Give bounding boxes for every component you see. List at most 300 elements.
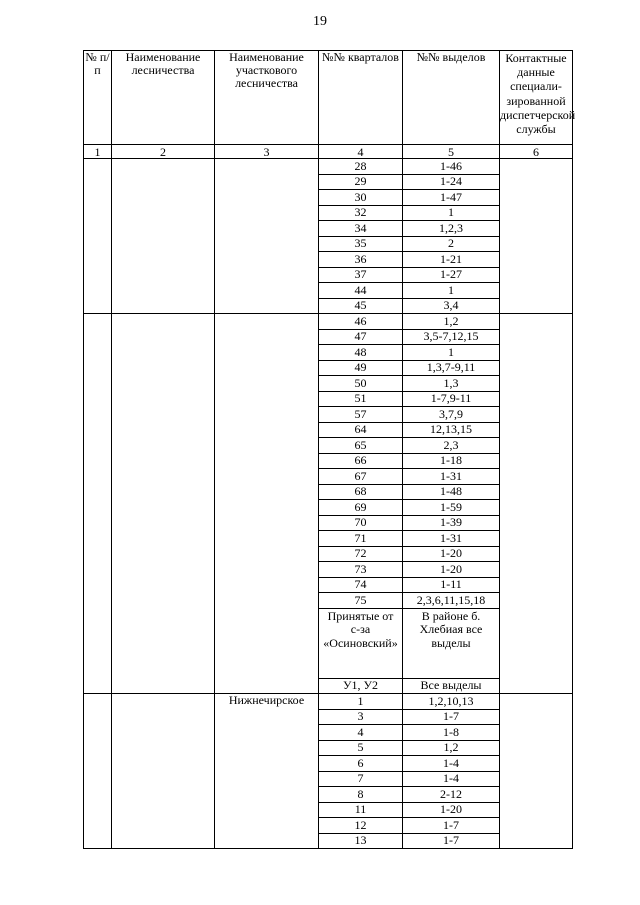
quarter-cell: 67 bbox=[319, 469, 403, 485]
forestry-name-cell bbox=[112, 469, 215, 485]
section-cell: 2,3,6,11,15,18 bbox=[403, 593, 500, 609]
forestry-name-cell bbox=[112, 546, 215, 562]
quarter-cell: 6 bbox=[319, 756, 403, 772]
section-cell: 12,13,15 bbox=[403, 422, 500, 438]
header-forestry-name: Наименование лесничества bbox=[112, 51, 215, 145]
contact-cell bbox=[500, 802, 573, 818]
district-forestry-cell bbox=[215, 283, 319, 299]
contact-cell bbox=[500, 205, 573, 221]
forestry-name-cell bbox=[112, 562, 215, 578]
forestry-name-cell bbox=[112, 531, 215, 547]
number-cell bbox=[84, 756, 112, 772]
contact-cell bbox=[500, 329, 573, 345]
contact-cell bbox=[500, 360, 573, 376]
number-cell bbox=[84, 407, 112, 423]
forestry-name-cell bbox=[112, 756, 215, 772]
contact-cell bbox=[500, 740, 573, 756]
section-cell: 1-20 bbox=[403, 802, 500, 818]
table-row bbox=[84, 740, 573, 756]
section-cell: 1-24 bbox=[403, 174, 500, 190]
table-row bbox=[84, 515, 573, 531]
table-row bbox=[84, 190, 573, 206]
quarter-cell: 75 bbox=[319, 593, 403, 609]
section-cell: 1-39 bbox=[403, 515, 500, 531]
forestry-name-cell bbox=[112, 376, 215, 392]
contact-cell bbox=[500, 694, 573, 710]
quarter-cell: 57 bbox=[319, 407, 403, 423]
forestry-name-cell bbox=[112, 484, 215, 500]
district-forestry-cell bbox=[215, 515, 319, 531]
forestry-name-cell bbox=[112, 818, 215, 834]
quarter-cell: 72 bbox=[319, 546, 403, 562]
quarter-cell: 34 bbox=[319, 221, 403, 237]
forestry-name-cell bbox=[112, 802, 215, 818]
table-row bbox=[84, 756, 573, 772]
district-forestry-cell bbox=[215, 678, 319, 694]
forestry-name-cell bbox=[112, 453, 215, 469]
district-forestry-cell bbox=[215, 252, 319, 268]
district-forestry-cell bbox=[215, 608, 319, 678]
table-row bbox=[84, 694, 573, 710]
quarter-cell: 44 bbox=[319, 283, 403, 299]
district-forestry-cell: Нижнечирское bbox=[215, 694, 319, 710]
table-row bbox=[84, 345, 573, 361]
table-row bbox=[84, 484, 573, 500]
table-row bbox=[84, 391, 573, 407]
district-forestry-cell bbox=[215, 484, 319, 500]
section-cell: 1 bbox=[403, 345, 500, 361]
district-forestry-cell bbox=[215, 531, 319, 547]
table-body bbox=[84, 159, 573, 849]
number-cell bbox=[84, 562, 112, 578]
district-forestry-cell bbox=[215, 833, 319, 849]
contact-cell bbox=[500, 771, 573, 787]
section-cell: Все выделы bbox=[403, 678, 500, 694]
forestry-name-cell bbox=[112, 283, 215, 299]
forestry-name-cell bbox=[112, 190, 215, 206]
number-cell bbox=[84, 833, 112, 849]
district-forestry-cell bbox=[215, 221, 319, 237]
section-cell: 1,2,3 bbox=[403, 221, 500, 237]
number-cell bbox=[84, 802, 112, 818]
district-forestry-cell bbox=[215, 771, 319, 787]
quarter-cell: 68 bbox=[319, 484, 403, 500]
district-forestry-cell bbox=[215, 453, 319, 469]
table-row bbox=[84, 787, 573, 803]
contact-cell bbox=[500, 453, 573, 469]
forestry-name-cell bbox=[112, 608, 215, 678]
number-cell bbox=[84, 174, 112, 190]
number-cell bbox=[84, 469, 112, 485]
table-row bbox=[84, 376, 573, 392]
forestry-name-cell bbox=[112, 345, 215, 361]
table-row bbox=[84, 725, 573, 741]
quarter-cell: 35 bbox=[319, 236, 403, 252]
contact-cell bbox=[500, 593, 573, 609]
forestry-name-cell bbox=[112, 593, 215, 609]
forestry-name-cell bbox=[112, 174, 215, 190]
table-row bbox=[84, 608, 573, 678]
district-forestry-cell bbox=[215, 438, 319, 454]
contact-cell bbox=[500, 159, 573, 175]
table-row bbox=[84, 252, 573, 268]
forestry-name-cell bbox=[112, 407, 215, 423]
quarter-cell: 51 bbox=[319, 391, 403, 407]
number-cell bbox=[84, 484, 112, 500]
contact-cell bbox=[500, 221, 573, 237]
district-forestry-cell bbox=[215, 314, 319, 330]
quarter-cell: 28 bbox=[319, 159, 403, 175]
header-district-forestry-name: Наименование участкового лесничества bbox=[215, 51, 319, 145]
quarter-cell: 5 bbox=[319, 740, 403, 756]
section-cell: 1,2 bbox=[403, 740, 500, 756]
contact-cell bbox=[500, 236, 573, 252]
section-cell: 1-7 bbox=[403, 833, 500, 849]
quarter-cell: 65 bbox=[319, 438, 403, 454]
table-row bbox=[84, 771, 573, 787]
number-cell bbox=[84, 236, 112, 252]
number-cell bbox=[84, 190, 112, 206]
forestry-name-cell bbox=[112, 709, 215, 725]
contact-cell bbox=[500, 818, 573, 834]
table-row bbox=[84, 709, 573, 725]
section-cell: 1-31 bbox=[403, 531, 500, 547]
section-cell: 1,2 bbox=[403, 314, 500, 330]
number-cell bbox=[84, 546, 112, 562]
forestry-name-cell bbox=[112, 694, 215, 710]
quarter-cell: 46 bbox=[319, 314, 403, 330]
contact-cell bbox=[500, 174, 573, 190]
number-cell bbox=[84, 360, 112, 376]
quarter-cell: 74 bbox=[319, 577, 403, 593]
table-row bbox=[84, 283, 573, 299]
section-cell: 1,2,10,13 bbox=[403, 694, 500, 710]
contact-cell bbox=[500, 407, 573, 423]
number-cell bbox=[84, 771, 112, 787]
quarter-cell: 49 bbox=[319, 360, 403, 376]
forestry-name-cell bbox=[112, 422, 215, 438]
forestry-name-cell bbox=[112, 267, 215, 283]
contact-cell bbox=[500, 252, 573, 268]
table-row bbox=[84, 422, 573, 438]
section-cell: 2,3 bbox=[403, 438, 500, 454]
page-number: 19 bbox=[313, 14, 327, 29]
section-cell: 2-12 bbox=[403, 787, 500, 803]
district-forestry-cell bbox=[215, 422, 319, 438]
table-row bbox=[84, 562, 573, 578]
district-forestry-cell bbox=[215, 159, 319, 175]
column-number: 3 bbox=[215, 145, 319, 159]
contact-cell bbox=[500, 756, 573, 772]
contact-cell bbox=[500, 678, 573, 694]
section-cell: 1-20 bbox=[403, 546, 500, 562]
section-cell: 1-4 bbox=[403, 771, 500, 787]
table-row bbox=[84, 833, 573, 849]
district-forestry-cell bbox=[215, 267, 319, 283]
section-cell: 3,5-7,12,15 bbox=[403, 329, 500, 345]
quarter-cell: 8 bbox=[319, 787, 403, 803]
number-cell bbox=[84, 329, 112, 345]
table-row bbox=[84, 267, 573, 283]
forestry-name-cell bbox=[112, 221, 215, 237]
contact-cell bbox=[500, 345, 573, 361]
header-contact-data: Контактные данные специали-зированной диспетчерской службы bbox=[500, 51, 573, 145]
district-forestry-cell bbox=[215, 205, 319, 221]
number-cell bbox=[84, 376, 112, 392]
quarter-cell: 13 bbox=[319, 833, 403, 849]
section-cell: 1-7 bbox=[403, 818, 500, 834]
section-cell: 1-47 bbox=[403, 190, 500, 206]
contact-cell bbox=[500, 725, 573, 741]
table-row bbox=[84, 438, 573, 454]
district-forestry-cell bbox=[215, 546, 319, 562]
number-cell bbox=[84, 267, 112, 283]
column-number: 4 bbox=[319, 145, 403, 159]
forestry-name-cell bbox=[112, 787, 215, 803]
number-cell bbox=[84, 314, 112, 330]
table-row bbox=[84, 818, 573, 834]
forestry-name-cell bbox=[112, 236, 215, 252]
number-cell bbox=[84, 577, 112, 593]
number-cell bbox=[84, 221, 112, 237]
contact-cell bbox=[500, 562, 573, 578]
section-cell: В районе б. Хлебиая все выделы bbox=[403, 608, 500, 678]
table-row bbox=[84, 174, 573, 190]
contact-cell bbox=[500, 438, 573, 454]
column-number: 1 bbox=[84, 145, 112, 159]
district-forestry-cell bbox=[215, 593, 319, 609]
district-forestry-cell bbox=[215, 562, 319, 578]
district-forestry-cell bbox=[215, 818, 319, 834]
quarter-cell: 45 bbox=[319, 298, 403, 314]
number-cell bbox=[84, 438, 112, 454]
quarter-cell: 3 bbox=[319, 709, 403, 725]
number-cell bbox=[84, 252, 112, 268]
section-cell: 1-7 bbox=[403, 709, 500, 725]
table-row bbox=[84, 314, 573, 330]
table-row bbox=[84, 546, 573, 562]
forestry-name-cell bbox=[112, 314, 215, 330]
district-forestry-cell bbox=[215, 756, 319, 772]
contact-cell bbox=[500, 469, 573, 485]
number-cell bbox=[84, 345, 112, 361]
quarter-cell: 50 bbox=[319, 376, 403, 392]
forestry-name-cell bbox=[112, 833, 215, 849]
quarter-cell: 30 bbox=[319, 190, 403, 206]
quarter-cell: 66 bbox=[319, 453, 403, 469]
contact-cell bbox=[500, 391, 573, 407]
table-row bbox=[84, 802, 573, 818]
contact-cell bbox=[500, 608, 573, 678]
quarter-cell: 48 bbox=[319, 345, 403, 361]
contact-cell bbox=[500, 314, 573, 330]
district-forestry-cell bbox=[215, 802, 319, 818]
number-cell bbox=[84, 678, 112, 694]
section-cell: 1-8 bbox=[403, 725, 500, 741]
number-cell bbox=[84, 515, 112, 531]
quarter-cell: 70 bbox=[319, 515, 403, 531]
number-cell bbox=[84, 453, 112, 469]
number-cell bbox=[84, 740, 112, 756]
number-cell bbox=[84, 531, 112, 547]
district-forestry-cell bbox=[215, 740, 319, 756]
forestry-name-cell bbox=[112, 515, 215, 531]
contact-cell bbox=[500, 298, 573, 314]
forestry-name-cell bbox=[112, 740, 215, 756]
forestry-name-cell bbox=[112, 298, 215, 314]
contact-cell bbox=[500, 267, 573, 283]
column-number: 2 bbox=[112, 145, 215, 159]
section-cell: 2 bbox=[403, 236, 500, 252]
table-row bbox=[84, 531, 573, 547]
quarter-cell: 4 bbox=[319, 725, 403, 741]
table-row bbox=[84, 593, 573, 609]
table-row bbox=[84, 500, 573, 516]
district-forestry-cell bbox=[215, 376, 319, 392]
number-cell bbox=[84, 709, 112, 725]
forestry-name-cell bbox=[112, 252, 215, 268]
table-row bbox=[84, 159, 573, 175]
forestry-table bbox=[83, 50, 576, 849]
district-forestry-cell bbox=[215, 469, 319, 485]
quarter-cell: У1, У2 bbox=[319, 678, 403, 694]
table-row bbox=[84, 577, 573, 593]
quarter-cell: 36 bbox=[319, 252, 403, 268]
section-cell: 1-20 bbox=[403, 562, 500, 578]
section-cell: 1-7,9-11 bbox=[403, 391, 500, 407]
section-cell: 1-4 bbox=[403, 756, 500, 772]
number-cell bbox=[84, 283, 112, 299]
quarter-cell: 1 bbox=[319, 694, 403, 710]
district-forestry-cell bbox=[215, 345, 319, 361]
table-row bbox=[84, 329, 573, 345]
number-cell bbox=[84, 298, 112, 314]
contact-cell bbox=[500, 190, 573, 206]
column-number: 6 bbox=[500, 145, 573, 159]
table-row bbox=[84, 453, 573, 469]
quarter-cell: 29 bbox=[319, 174, 403, 190]
contact-cell bbox=[500, 546, 573, 562]
forestry-name-cell bbox=[112, 725, 215, 741]
table-row bbox=[84, 360, 573, 376]
contact-cell bbox=[500, 531, 573, 547]
district-forestry-cell bbox=[215, 577, 319, 593]
number-cell bbox=[84, 818, 112, 834]
district-forestry-cell bbox=[215, 787, 319, 803]
forestry-name-cell bbox=[112, 771, 215, 787]
number-cell bbox=[84, 725, 112, 741]
header-number: № п/п bbox=[84, 51, 112, 145]
district-forestry-cell bbox=[215, 709, 319, 725]
section-cell: 1-11 bbox=[403, 577, 500, 593]
quarter-cell: 69 bbox=[319, 500, 403, 516]
contact-cell bbox=[500, 500, 573, 516]
number-cell bbox=[84, 593, 112, 609]
quarter-cell: 47 bbox=[319, 329, 403, 345]
contact-cell bbox=[500, 577, 573, 593]
section-cell: 1-48 bbox=[403, 484, 500, 500]
contact-cell bbox=[500, 787, 573, 803]
contact-cell bbox=[500, 709, 573, 725]
forestry-name-cell bbox=[112, 500, 215, 516]
forestry-name-cell bbox=[112, 205, 215, 221]
header-sections: №№ выделов bbox=[403, 51, 500, 145]
district-forestry-cell bbox=[215, 298, 319, 314]
quarter-cell: 11 bbox=[319, 802, 403, 818]
quarter-cell: 64 bbox=[319, 422, 403, 438]
quarter-cell: 71 bbox=[319, 531, 403, 547]
section-cell: 1-46 bbox=[403, 159, 500, 175]
table-row bbox=[84, 469, 573, 485]
contact-cell bbox=[500, 283, 573, 299]
column-number: 5 bbox=[403, 145, 500, 159]
section-cell: 1-21 bbox=[403, 252, 500, 268]
section-cell: 1,3,7-9,11 bbox=[403, 360, 500, 376]
number-cell bbox=[84, 787, 112, 803]
number-cell bbox=[84, 422, 112, 438]
contact-cell bbox=[500, 833, 573, 849]
forestry-name-cell bbox=[112, 577, 215, 593]
contact-cell bbox=[500, 422, 573, 438]
district-forestry-cell bbox=[215, 174, 319, 190]
number-cell bbox=[84, 159, 112, 175]
table-row bbox=[84, 407, 573, 423]
district-forestry-cell bbox=[215, 500, 319, 516]
section-cell: 1-59 bbox=[403, 500, 500, 516]
district-forestry-cell bbox=[215, 391, 319, 407]
contact-cell bbox=[500, 484, 573, 500]
forestry-name-cell bbox=[112, 159, 215, 175]
quarter-cell: Принятые от с-за «Осиновский» bbox=[319, 608, 403, 678]
district-forestry-cell bbox=[215, 190, 319, 206]
section-cell: 1-27 bbox=[403, 267, 500, 283]
number-cell bbox=[84, 391, 112, 407]
number-cell bbox=[84, 205, 112, 221]
quarter-cell: 12 bbox=[319, 818, 403, 834]
district-forestry-cell bbox=[215, 236, 319, 252]
section-cell: 1,3 bbox=[403, 376, 500, 392]
district-forestry-cell bbox=[215, 329, 319, 345]
forestry-name-cell bbox=[112, 391, 215, 407]
contact-cell bbox=[500, 376, 573, 392]
table-row bbox=[84, 298, 573, 314]
section-cell: 3,4 bbox=[403, 298, 500, 314]
district-forestry-cell bbox=[215, 725, 319, 741]
district-forestry-cell bbox=[215, 407, 319, 423]
contact-cell bbox=[500, 515, 573, 531]
number-cell bbox=[84, 694, 112, 710]
forestry-name-cell bbox=[112, 360, 215, 376]
forestry-name-cell bbox=[112, 438, 215, 454]
forestry-name-cell bbox=[112, 329, 215, 345]
table-row bbox=[84, 221, 573, 237]
quarter-cell: 7 bbox=[319, 771, 403, 787]
district-forestry-cell bbox=[215, 360, 319, 376]
forestry-name-cell bbox=[112, 678, 215, 694]
quarter-cell: 37 bbox=[319, 267, 403, 283]
table-row bbox=[84, 678, 573, 694]
section-cell: 1-31 bbox=[403, 469, 500, 485]
section-cell: 1 bbox=[403, 283, 500, 299]
table-row bbox=[84, 205, 573, 221]
table-row bbox=[84, 236, 573, 252]
number-cell bbox=[84, 608, 112, 678]
quarter-cell: 73 bbox=[319, 562, 403, 578]
header-quarters: №№ кварталов bbox=[319, 51, 403, 145]
number-cell bbox=[84, 500, 112, 516]
section-cell: 1 bbox=[403, 205, 500, 221]
section-cell: 3,7,9 bbox=[403, 407, 500, 423]
